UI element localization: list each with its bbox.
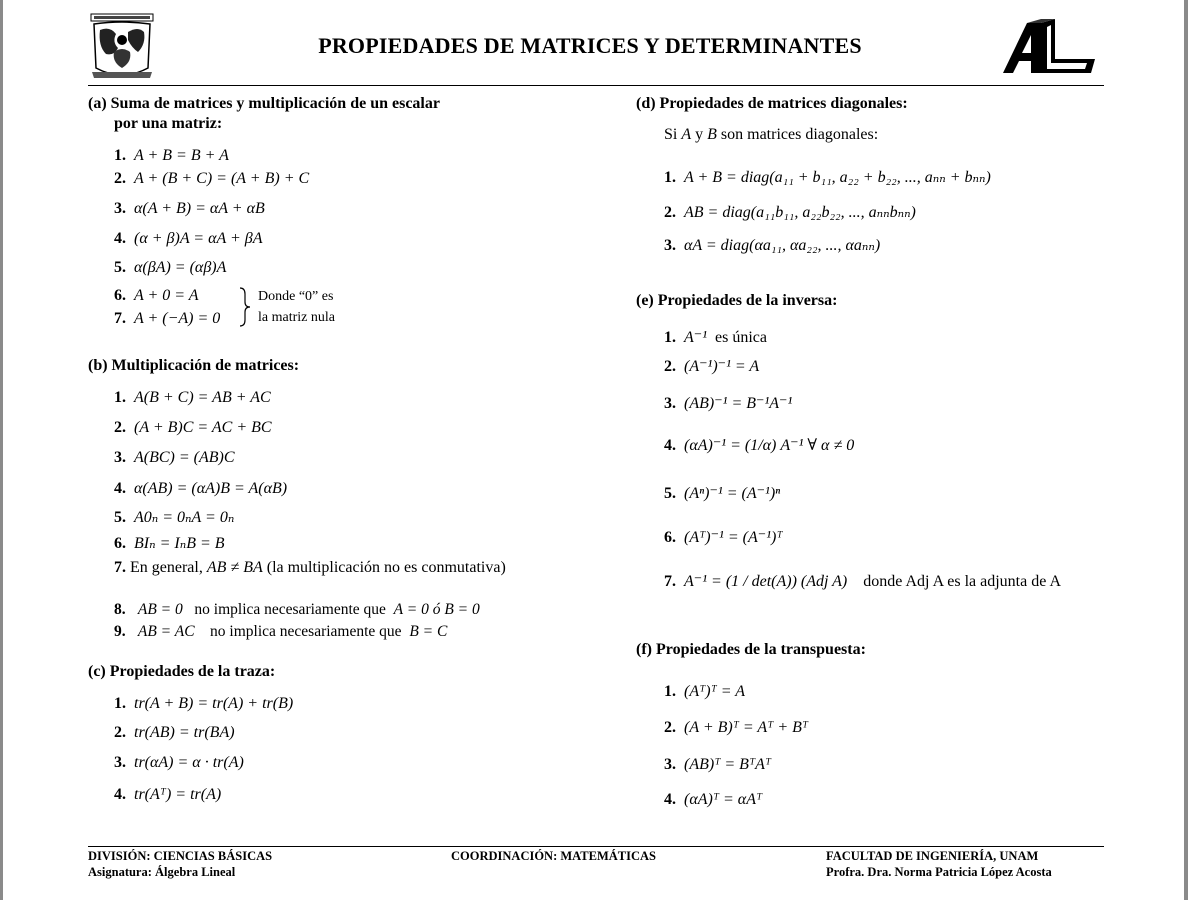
section-b-item-9: 9. AB = AC no implica necesariamente que B = C: [114, 623, 448, 640]
section-c: [88, 662, 558, 803]
section-a-item: 6. A + 0 = A: [114, 287, 199, 304]
section-a-item: 5. α(βA) = (αβ)A: [114, 259, 227, 276]
section-c-item: 4. tr(Aᵀ) = tr(A): [114, 786, 222, 803]
section-b-item: 4. α(AB) = (αA)B = A(αB): [114, 480, 288, 497]
section-f-item: 4. (αA)ᵀ = αAᵀ: [664, 791, 763, 808]
footer-division: DIVISIÓN: CIENCIAS BÁSICAS: [88, 849, 273, 863]
document-title: PROPIEDADES DE MATRICES Y DETERMINANTES: [318, 33, 862, 58]
section-c-item: 1. tr(A + B) = tr(A) + tr(B): [114, 695, 294, 712]
section-e-item: 3. (AB)⁻¹ = B⁻¹A⁻¹: [664, 395, 793, 412]
section-e-item: 7. A⁻¹ = (1 / det(A)) (Adj A) donde Adj A es la adjunta de A: [664, 573, 1061, 590]
section-e-item: 6. (Aᵀ)⁻¹ = (A⁻¹)ᵀ: [664, 529, 783, 546]
section-b-item: 5. A0ₙ = 0ₙA = 0ₙ: [114, 509, 235, 526]
window-left-border: [0, 0, 3, 900]
section-b-item: 2. (A + B)C = AC + BC: [114, 419, 272, 436]
footer-subject: Asignatura: Álgebra Lineal: [88, 865, 236, 879]
section-d-item: 2. AB = diag(a₁₁b₁₁, a₂₂b₂₂, ..., aₙₙbₙₙ): [664, 204, 916, 221]
section-a-item: 7. A + (−A) = 0: [114, 310, 221, 327]
section-b-title: (b) Multiplicación de matrices:: [88, 357, 300, 374]
section-c-item: 3. tr(αA) = α · tr(A): [114, 754, 244, 771]
footer-coordination: COORDINACIÓN: MATEMÁTICAS: [451, 849, 656, 863]
null-matrix-note-line1: Donde “0” es: [258, 289, 334, 304]
footer-faculty: FACULTAD DE INGENIERÍA, UNAM: [826, 849, 1039, 863]
footer-center: [451, 848, 656, 864]
section-f-title: (f) Propiedades de la transpuesta:: [636, 641, 866, 658]
footer-rule: [88, 846, 1104, 847]
unam-seal-icon: [88, 12, 156, 80]
section-e-item: 1. A⁻¹ es única: [664, 329, 767, 346]
section-d-title: (d) Propiedades de matrices diagonales:: [636, 95, 908, 112]
section-c-title: (c) Propiedades de la traza:: [88, 663, 276, 680]
section-b: [88, 356, 558, 640]
section-b-item: 6. BIₙ = IₙB = B: [114, 535, 225, 552]
curly-brace-icon: [238, 286, 252, 328]
section-f-item: 1. (Aᵀ)ᵀ = A: [664, 683, 746, 700]
section-e: [636, 291, 1106, 590]
al-logo-icon: [1003, 19, 1095, 75]
section-f-item: 2. (A + B)ᵀ = Aᵀ + Bᵀ: [664, 719, 809, 736]
section-b-item: 3. A(BC) = (AB)C: [114, 449, 235, 466]
section-a-title-line2: por una matriz:: [114, 115, 223, 132]
footer-author: Profra. Dra. Norma Patricia López Acosta: [826, 865, 1052, 879]
section-a-item: 3. α(A + B) = αA + αB: [114, 200, 265, 217]
section-b-item-8: 8. AB = 0 no implica necesariamente que A = 0 ó B = 0: [114, 601, 480, 618]
section-a: [88, 94, 558, 327]
section-e-item: 4. (αA)⁻¹ = (1/α) A⁻¹ ∀ α ≠ 0: [664, 437, 855, 454]
section-c-item: 2. tr(AB) = tr(BA): [114, 724, 235, 741]
section-f-item: 3. (AB)ᵀ = BᵀAᵀ: [664, 756, 772, 773]
section-e-title: (e) Propiedades de la inversa:: [636, 292, 838, 309]
section-a-item: 1. A + B = B + A: [114, 147, 229, 164]
section-a-title-line1: (a) Suma de matrices y multiplicación de un escalar: [88, 95, 440, 112]
section-b-item: 1. A(B + C) = AB + AC: [114, 389, 271, 406]
section-f: [636, 640, 1106, 808]
section-a-item: 2. A + (B + C) = (A + B) + C: [114, 170, 310, 187]
footer-left: [88, 848, 272, 880]
section-a-title: [88, 94, 558, 134]
section-e-item: 2. (A⁻¹)⁻¹ = A: [664, 358, 760, 375]
window-right-border: [1184, 0, 1188, 900]
header-rule: [88, 85, 1104, 86]
section-d-item: 3. αA = diag(αa₁₁, αa₂₂, ..., αaₙₙ): [664, 237, 881, 254]
null-matrix-note-line2: la matriz nula: [258, 310, 335, 325]
footer-right: [826, 848, 1052, 880]
section-d-item: 1. A + B = diag(a₁₁ + b₁₁, a₂₂ + b₂₂, ..., aₙₙ + bₙₙ): [664, 169, 991, 186]
section-b-item-7: 7. En general, AB ≠ BA (la multiplicación no es conmutativa): [114, 559, 506, 576]
section-a-item: 4. (α + β)A = αA + βA: [114, 230, 263, 247]
section-d: [636, 94, 1106, 254]
section-e-item: 5. (Aⁿ)⁻¹ = (A⁻¹)ⁿ: [664, 485, 781, 502]
section-d-intro: Si A y B son matrices diagonales:: [664, 126, 879, 143]
